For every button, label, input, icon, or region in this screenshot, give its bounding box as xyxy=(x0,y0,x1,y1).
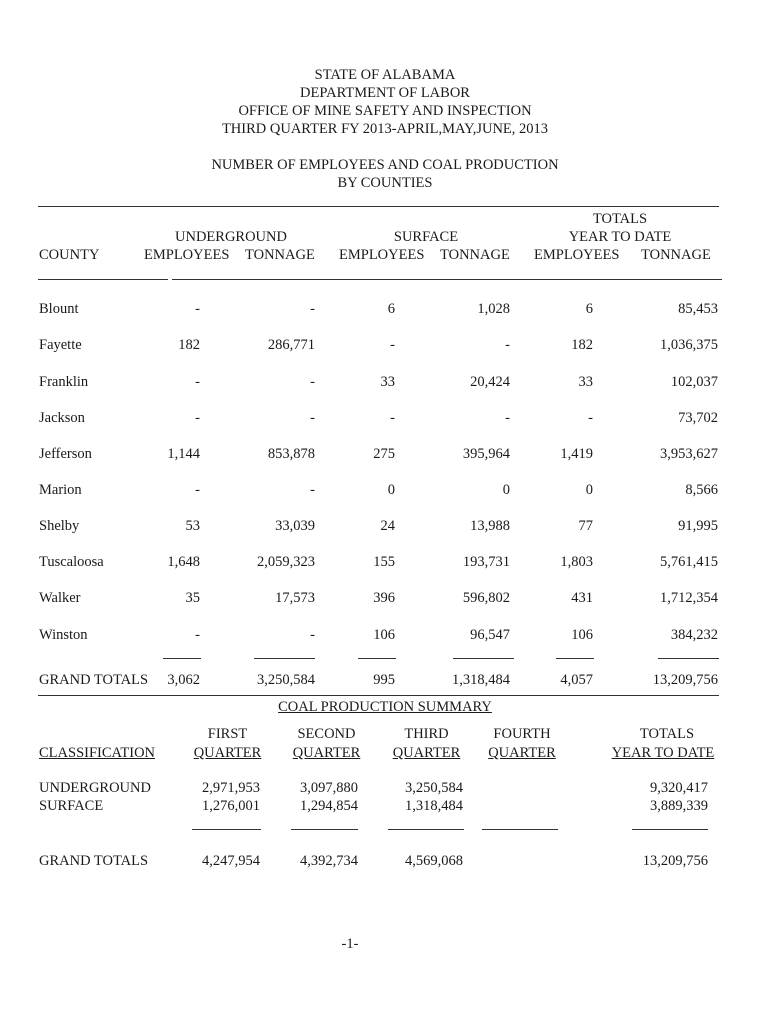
column-header-tot-employees: EMPLOYEES xyxy=(534,247,620,263)
divider xyxy=(453,658,514,659)
sf-employees-cell: 33 xyxy=(380,374,395,390)
sf-employees-cell: 106 xyxy=(373,627,395,643)
summary-grand-totals-row xyxy=(0,852,770,870)
sf-employees-cell: 275 xyxy=(373,446,395,462)
divider xyxy=(38,206,719,207)
q2-cell: 3,097,880 xyxy=(300,780,358,796)
ug-tonnage-cell: - xyxy=(310,410,315,426)
ug-tonnage-cell: 17,573 xyxy=(275,590,315,606)
ug-tonnage-cell: 2,059,323 xyxy=(257,554,315,570)
divider xyxy=(38,695,719,696)
county-cell: Walker xyxy=(39,590,81,606)
table-row xyxy=(0,481,770,499)
q3-cell: 3,250,584 xyxy=(405,780,463,796)
sf-tonnage-cell: 193,731 xyxy=(462,554,510,570)
column-header-year-to-date xyxy=(602,744,724,762)
tot-employees-cell: 106 xyxy=(571,627,593,643)
ytd-cell: 3,889,339 xyxy=(650,798,708,814)
ug-tonnage-cell: - xyxy=(310,482,315,498)
column-header-fourth-quarter xyxy=(482,744,562,762)
quarter-label: QUARTER xyxy=(488,745,556,761)
q3-total: 4,569,068 xyxy=(405,853,463,869)
q1-cell: 2,971,953 xyxy=(202,780,260,796)
tot-tonnage-cell: 73,702 xyxy=(678,410,718,426)
ug-tonnage-cell: - xyxy=(310,627,315,643)
ug-employees-cell: 53 xyxy=(185,518,200,534)
divider xyxy=(358,658,396,659)
divider xyxy=(254,658,315,659)
county-cell: Jackson xyxy=(39,410,85,426)
tot-tonnage-total: 13,209,756 xyxy=(652,672,718,688)
sf-tonnage-cell: 13,988 xyxy=(470,518,510,534)
column-header-ug-tonnage: TONNAGE xyxy=(245,247,315,263)
sf-tonnage-cell: 96,547 xyxy=(470,627,510,643)
ytd-total: 13,209,756 xyxy=(642,853,708,869)
header-report-title: NUMBER OF EMPLOYEES AND COAL PRODUCTION xyxy=(211,157,559,173)
tot-tonnage-cell: 85,453 xyxy=(678,301,718,317)
sf-tonnage-cell: 395,964 xyxy=(462,446,510,462)
quarter-label: QUARTER xyxy=(193,745,262,761)
q1-cell: 1,276,001 xyxy=(202,798,260,814)
tot-employees-cell: - xyxy=(588,410,593,426)
column-header-second: SECOND xyxy=(297,726,356,742)
sf-tonnage-cell: - xyxy=(505,337,510,353)
tot-employees-cell: 431 xyxy=(571,590,593,606)
divider xyxy=(172,279,722,280)
sf-employees-cell: 396 xyxy=(373,590,395,606)
grand-totals-label: GRAND TOTALS xyxy=(39,853,149,869)
table-row xyxy=(0,445,770,463)
tot-employees-cell: 6 xyxy=(585,301,593,317)
ug-tonnage-cell: 33,039 xyxy=(275,518,315,534)
divider xyxy=(388,829,464,830)
header-period: THIRD QUARTER FY 2013-APRIL,MAY,JUNE, 2013 xyxy=(221,121,549,137)
tot-tonnage-cell: 91,995 xyxy=(678,518,718,534)
tot-tonnage-cell: 384,232 xyxy=(670,627,718,643)
county-cell: Fayette xyxy=(39,337,82,353)
column-header-classification: CLASSIFICATION xyxy=(39,745,156,761)
summary-row xyxy=(0,797,770,815)
ytd-label: YEAR TO DATE xyxy=(611,745,715,761)
table-row xyxy=(0,626,770,644)
county-cell: Blount xyxy=(39,301,79,317)
header-report-subtitle: BY COUNTIES xyxy=(337,175,433,191)
table-row xyxy=(0,589,770,607)
q2-total: 4,392,734 xyxy=(300,853,358,869)
ug-tonnage-cell: 286,771 xyxy=(267,337,315,353)
table-row xyxy=(0,517,770,535)
county-cell: Winston xyxy=(39,627,88,643)
county-cell: Jefferson xyxy=(39,446,92,462)
totals-group-sublabel: YEAR TO DATE xyxy=(568,229,672,245)
header-department: DEPARTMENT OF LABOR xyxy=(300,85,470,101)
ug-employees-cell: - xyxy=(195,410,200,426)
tot-employees-cell: 0 xyxy=(585,482,593,498)
column-header-third-quarter xyxy=(389,744,464,762)
county-cell: Tuscaloosa xyxy=(39,554,104,570)
tot-employees-cell: 77 xyxy=(578,518,593,534)
ug-tonnage-cell: - xyxy=(310,301,315,317)
ug-tonnage-cell: 853,878 xyxy=(267,446,315,462)
quarter-label: QUARTER xyxy=(392,745,461,761)
ytd-cell: 9,320,417 xyxy=(650,780,708,796)
q1-total: 4,247,954 xyxy=(202,853,260,869)
tot-employees-cell: 33 xyxy=(578,374,593,390)
table-row xyxy=(0,300,770,318)
sf-employees-cell: 0 xyxy=(387,482,395,498)
sf-tonnage-cell: 20,424 xyxy=(470,374,510,390)
tot-tonnage-cell: 8,566 xyxy=(685,482,718,498)
column-header-tot-tonnage: TONNAGE xyxy=(641,247,711,263)
column-header-second-quarter xyxy=(289,744,364,762)
summary-title xyxy=(0,698,770,716)
column-header-ug-employees: EMPLOYEES xyxy=(144,247,230,263)
summary-row xyxy=(0,779,770,797)
column-header-fourth: FOURTH xyxy=(493,726,551,742)
table-row xyxy=(0,553,770,571)
ug-tonnage-total: 3,250,584 xyxy=(257,672,315,688)
ug-employees-cell: 35 xyxy=(185,590,200,606)
column-header-county: COUNTY xyxy=(39,247,100,263)
sf-tonnage-total: 1,318,484 xyxy=(452,672,510,688)
tot-employees-cell: 1,419 xyxy=(560,446,593,462)
underground-group-label: UNDERGROUND xyxy=(175,229,287,245)
page-number: -1- xyxy=(341,936,359,952)
surface-group-label: SURFACE xyxy=(393,229,459,245)
classification-cell: SURFACE xyxy=(39,798,104,814)
tot-employees-cell: 1,803 xyxy=(560,554,593,570)
ug-employees-cell: 182 xyxy=(178,337,200,353)
divider xyxy=(482,829,558,830)
sf-tonnage-cell: 0 xyxy=(502,482,510,498)
column-header-third: THIRD xyxy=(404,726,449,742)
quarter-label: QUARTER xyxy=(292,745,361,761)
divider xyxy=(632,829,708,830)
sf-employees-cell: 24 xyxy=(380,518,395,534)
tot-tonnage-cell: 1,712,354 xyxy=(660,590,718,606)
sf-tonnage-cell: 1,028 xyxy=(477,301,510,317)
county-cell: Marion xyxy=(39,482,82,498)
grand-totals-label: GRAND TOTALS xyxy=(39,672,149,688)
tot-tonnage-cell: 1,036,375 xyxy=(660,337,718,353)
sf-tonnage-cell: 596,802 xyxy=(462,590,510,606)
ug-employees-cell: - xyxy=(195,374,200,390)
table-row xyxy=(0,373,770,391)
q3-cell: 1,318,484 xyxy=(405,798,463,814)
column-header-first: FIRST xyxy=(207,726,248,742)
ug-tonnage-cell: - xyxy=(310,374,315,390)
divider xyxy=(38,279,168,280)
sf-employees-total: 995 xyxy=(373,672,395,688)
sf-employees-cell: 155 xyxy=(373,554,395,570)
ug-employees-cell: 1,144 xyxy=(167,446,200,462)
grand-totals-row xyxy=(0,671,770,689)
column-header-sf-tonnage: TONNAGE xyxy=(440,247,510,263)
sf-employees-cell: 6 xyxy=(387,301,395,317)
totals-group-label: TOTALS xyxy=(592,211,648,227)
sf-tonnage-cell: - xyxy=(505,410,510,426)
ug-employees-cell: - xyxy=(195,627,200,643)
summary-title-text: COAL PRODUCTION SUMMARY xyxy=(278,699,492,715)
table-row xyxy=(0,409,770,427)
column-header-first-quarter xyxy=(190,744,265,762)
sf-employees-cell: - xyxy=(390,337,395,353)
county-cell: Shelby xyxy=(39,518,80,534)
divider xyxy=(556,658,594,659)
tot-tonnage-cell: 5,761,415 xyxy=(660,554,718,570)
ug-employees-cell: - xyxy=(195,482,200,498)
tot-employees-total: 4,057 xyxy=(560,672,593,688)
tot-employees-cell: 182 xyxy=(571,337,593,353)
sf-employees-cell: - xyxy=(390,410,395,426)
divider xyxy=(658,658,719,659)
classification-cell: UNDERGROUND xyxy=(39,780,151,796)
table-row xyxy=(0,336,770,354)
tot-tonnage-cell: 3,953,627 xyxy=(660,446,718,462)
column-header-totals: TOTALS xyxy=(639,726,695,742)
q2-cell: 1,294,854 xyxy=(300,798,358,814)
divider xyxy=(291,829,358,830)
divider xyxy=(192,829,261,830)
tot-tonnage-cell: 102,037 xyxy=(670,374,718,390)
ug-employees-cell: - xyxy=(195,301,200,317)
ug-employees-cell: 1,648 xyxy=(167,554,200,570)
header-state: STATE OF ALABAMA xyxy=(314,67,456,83)
ug-employees-total: 3,062 xyxy=(167,672,200,688)
divider xyxy=(163,658,201,659)
header-office: OFFICE OF MINE SAFETY AND INSPECTION xyxy=(238,103,532,119)
county-cell: Franklin xyxy=(39,374,89,390)
column-header-sf-employees: EMPLOYEES xyxy=(339,247,425,263)
